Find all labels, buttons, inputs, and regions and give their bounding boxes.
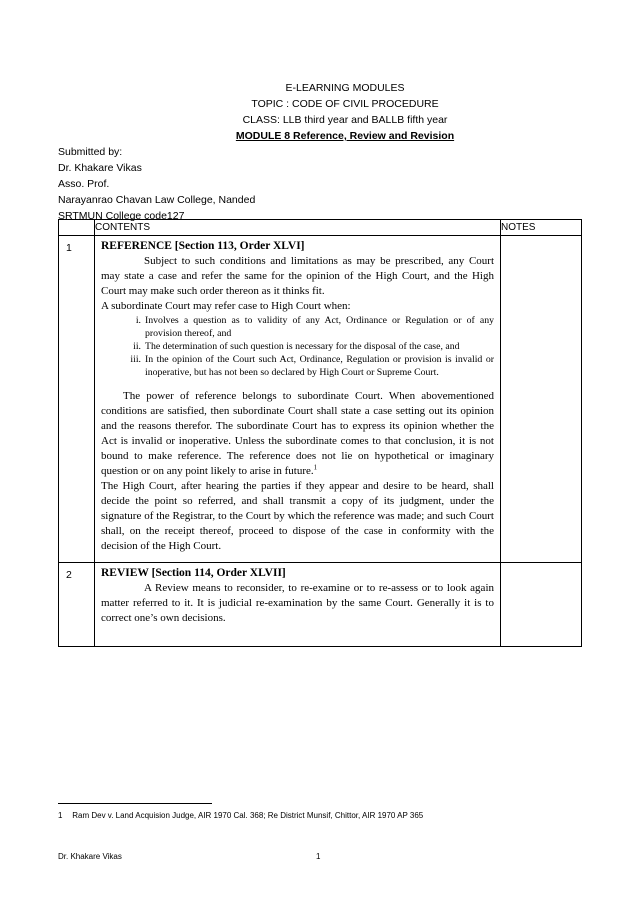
footnote-divider [58,803,212,804]
section-title: REVIEW [Section 114, Order XLVII] [101,567,286,579]
page-number: 1 [316,852,321,861]
author-designation: Asso. Prof. [58,178,110,190]
paragraph: Subject to such conditions and limitations as may be prescribed, any Court may state a case and refer the same for the opinion of the High Court, and the High Court may make such order thereon as it thinks fit. [101,255,494,297]
document-header [0,80,638,144]
row-number: 1 [59,236,95,563]
footer-author: Dr. Khakare Vikas [58,852,122,861]
section-title: REFERENCE [Section 113, Order XLVI] [101,240,305,252]
college-code: SRTMUN College code127 [58,210,185,222]
contents-header: CONTENTS [95,220,501,236]
header-title: E-LEARNING MODULES [285,82,405,94]
author-name: Dr. Khakare Vikas [58,162,142,174]
submitted-by-block [58,144,255,224]
table-row [59,563,582,647]
list-item: ii. The determination of such question is necessary for the disposal of the case, and [133,341,460,352]
header-class: CLASS: LLB third year and BALLB fifth year [242,114,448,126]
table-row [59,236,582,563]
footnote-number: 1 [58,811,63,820]
row-content [95,563,501,647]
footnote-text: Ram Dev v. Land Acquision Judge, AIR 1970 Cal. 368; Re District Munsif, Chittor, AIR 1970 AP 365 [72,811,424,820]
footnote [58,810,423,822]
table-header-num [59,220,95,236]
list-item: iii. In the opinion of the Court such Act, Ordinance, Regulation or provision is invalid or inoperative, but has not been so declared by High Court or Supreme Court. [130,354,494,378]
header-module: MODULE 8 Reference, Review and Revision [235,130,455,142]
notes-header: NOTES [501,220,582,236]
paragraph: The power of reference belongs to subordinate Court. When abovementioned conditions are satisfied, then subordinate Court shall state a case setting out its opinion and the reasons therefor. The subordinate Court has to express its opinion whether the Act is invalid or inoperative. Unless the subordinate comes to that conclusion, it is not bound to make reference. The reference does not lie on hypothetical or imaginary question or on any point likely to arise in future.$^1$ [101,390,494,477]
submitted-label: Submitted by: [58,146,123,158]
header-topic: TOPIC : CODE OF CIVIL PROCEDURE [251,98,439,110]
contents-table [58,219,582,647]
list-item: i. Involves a question as to validity of any Act, Ordinance or Regulation or of any provision thereof, and [135,315,494,339]
notes-cell [501,563,582,647]
footnote-ref[interactable]: 1 [313,463,318,472]
notes-cell [501,236,582,563]
table-header-row [59,220,582,236]
row-number: 2 [59,563,95,647]
row-content [95,236,501,563]
conditions-list [101,314,494,379]
paragraph: A subordinate Court may refer case to High Court when: [101,300,351,312]
paragraph: The High Court, after hearing the parties if they appear and desire to be heard, shall decide the point so referred, and shall transmit a copy of its judgment, under the signature of the Registrar, to the Court by which the reference was made; and such Court shall, on the receipt thereof, proceed to dispose of the case in conformity with the decision of the High Court. [101,480,494,552]
author-college: Narayanrao Chavan Law College, Nanded [58,194,256,206]
paragraph: A Review means to reconsider, to re-examine or to re-assess or to look again matter referred to it. It is judicial re-examination by the same Court. Generally it is to correct one’s own decisions. [101,582,494,624]
